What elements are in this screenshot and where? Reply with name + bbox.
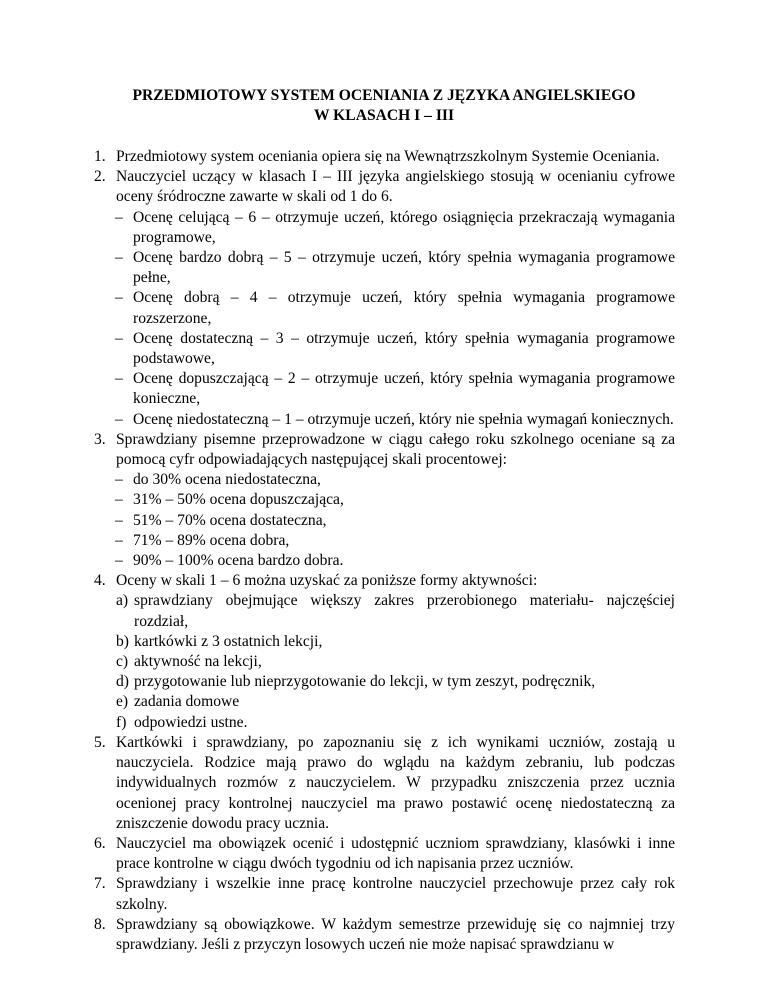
activity-form — [0, 713, 768, 733]
list-number: 2. — [94, 168, 106, 186]
dash-bullet: – — [115, 370, 123, 388]
grade-text: Ocenę celującą – 6 – otrzymuje uczeń, którego osiągnięcia przekraczają wymagania programowe, — [133, 208, 675, 246]
list-item-text: Sprawdziany pisemne przeprowadzone w ciągu całego roku szkolnego oceniane są za pomocą cyfr odpowiadających następującej skali procentowej: — [116, 430, 675, 469]
letter-marker: a) — [116, 592, 129, 610]
activity-form — [0, 672, 768, 692]
grade-description — [0, 208, 768, 248]
scale-text: 90% – 100% ocena bardzo dobra. — [133, 552, 344, 570]
list-number: 6. — [94, 834, 106, 852]
grade-description — [0, 369, 768, 409]
list-number: 3. — [94, 430, 106, 448]
percent-scale-row — [0, 551, 768, 571]
letter-marker: e) — [116, 693, 129, 711]
scale-text: 31% – 50% ocena dopuszczająca, — [133, 491, 344, 509]
percent-scale-row — [0, 490, 768, 510]
grade-text: Ocenę dostateczną – 3 – otrzymuje uczeń, który spełnia wymagania programowe podstawowe, — [133, 329, 675, 368]
percent-scale-row — [0, 531, 768, 551]
activity-text: odpowiedzi ustne. — [134, 713, 248, 731]
letter-marker: f) — [116, 713, 127, 731]
scale-text: do 30% ocena niedostateczna, — [133, 471, 321, 489]
list-item-3 — [0, 430, 768, 470]
list-item-text: Oceny w skali 1 – 6 można uzyskać za poniższe formy aktywności: — [116, 572, 538, 590]
dash-bullet: – — [115, 491, 123, 509]
activity-text: przygotowanie lub nieprzygotowanie do lekcji, w tym zeszyt, podręcznik, — [134, 673, 596, 691]
scale-text: 71% – 89% ocena dobra, — [133, 531, 290, 549]
dash-bullet: – — [115, 289, 123, 307]
activity-text: kartkówki z 3 ostatnich lekcji, — [134, 632, 323, 650]
grade-description — [0, 248, 768, 288]
grade-description — [0, 329, 768, 369]
activity-text: aktywność na lekcji, — [134, 653, 262, 671]
list-item-2 — [0, 167, 768, 207]
letter-marker: d) — [116, 673, 129, 691]
title-line-1: PRZEDMIOTOWY SYSTEM OCENIANIA Z JĘZYKA ANGIELSKIEGO — [132, 87, 636, 104]
list-number: 8. — [94, 915, 106, 933]
dash-bullet: – — [115, 552, 123, 570]
grade-text: Ocenę dobrą – 4 – otrzymuje uczeń, który spełnia wymagania programowe rozszerzone, — [133, 289, 675, 327]
list-item-1 — [0, 147, 768, 167]
activity-form — [0, 591, 768, 631]
list-item-6 — [0, 834, 768, 874]
scale-text: 51% – 70% ocena dostateczna, — [133, 511, 327, 529]
activity-form — [0, 692, 768, 712]
list-number: 7. — [94, 875, 106, 893]
list-number: 4. — [94, 572, 106, 590]
dash-bullet: – — [115, 329, 123, 347]
activity-text: zadania domowe — [134, 693, 240, 711]
grade-description — [0, 410, 768, 430]
list-number: 1. — [94, 148, 106, 165]
list-item-text: Sprawdziany są obowiązkowe. W każdym semestrze przewiduję się co najmniej trzy sprawdziany. Jeśli z przyczyn losowych uczeń nie może napisać sprawdzianu w — [116, 915, 675, 953]
activity-form — [0, 632, 768, 652]
list-item-text: Nauczyciel uczący w klasach I – III języka angielskiego stosują w ocenianiu cyfrowe oceny śródroczne zawarte w skali od 1 do 6. — [116, 168, 675, 206]
letter-marker: c) — [116, 653, 129, 671]
grade-text: Ocenę niedostateczną – 1 – otrzymuje uczeń, który nie spełnia wymagań koniecznych. — [133, 410, 674, 428]
list-item-text: Przedmiotowy system oceniania opiera się na Wewnątrzszkolnym Systemie Oceniania. — [116, 148, 660, 165]
dash-bullet: – — [115, 531, 123, 549]
grade-description — [0, 288, 768, 328]
list-item-text: Kartkówki i sprawdziany, po zapoznaniu się z ich wynikami uczniów, zostają u nauczyciela. Rodzice mają prawo do wglądu na każdym zebraniu, lub podczas indywidualnych rozmów z nauczycielem. W przypadku zniszczenia przez ucznia ocenionej pracy kontrolnej nauczyciel ma prawo postawić ocenę niedostateczną za zniszczenie dowodu pracy ucznia. — [116, 733, 675, 832]
grade-text: Ocenę dopuszczającą – 2 – otrzymuje uczeń, który spełnia wymagania programowe konieczne, — [133, 370, 675, 408]
activity-text: sprawdziany obejmujące większy zakres przerobionego materiału- najczęściej rozdział, — [134, 592, 675, 630]
dash-bullet: – — [115, 471, 123, 489]
title-line-2: W KLASACH I – III — [313, 107, 455, 124]
numbered-list — [0, 147, 768, 955]
dash-bullet: – — [115, 249, 123, 267]
list-item-4 — [0, 571, 768, 591]
list-item-5 — [0, 733, 768, 834]
list-number: 5. — [94, 733, 106, 751]
percent-scale-row — [0, 511, 768, 531]
document-title — [0, 86, 768, 126]
list-item-text: Nauczyciel ma obowiązek ocenić i udostępnić uczniom sprawdziany, klasówki i inne prace kontrolne w ciągu dwóch tygodniu od ich napisania przez uczniów. — [116, 834, 675, 873]
dash-bullet: – — [115, 410, 123, 428]
dash-bullet: – — [115, 511, 123, 529]
percent-scale-row — [0, 470, 768, 490]
activity-form — [0, 652, 768, 672]
list-item-8 — [0, 915, 768, 955]
grade-text: Ocenę bardzo dobrą – 5 – otrzymuje uczeń, który spełnia wymagania programowe pełne, — [133, 249, 675, 287]
letter-marker: b) — [116, 632, 129, 650]
list-item-7 — [0, 874, 768, 914]
dash-bullet: – — [115, 208, 123, 226]
list-item-text: Sprawdziany i wszelkie inne pracę kontrolne nauczyciel przechowuje przez cały rok szkolny. — [116, 875, 675, 913]
